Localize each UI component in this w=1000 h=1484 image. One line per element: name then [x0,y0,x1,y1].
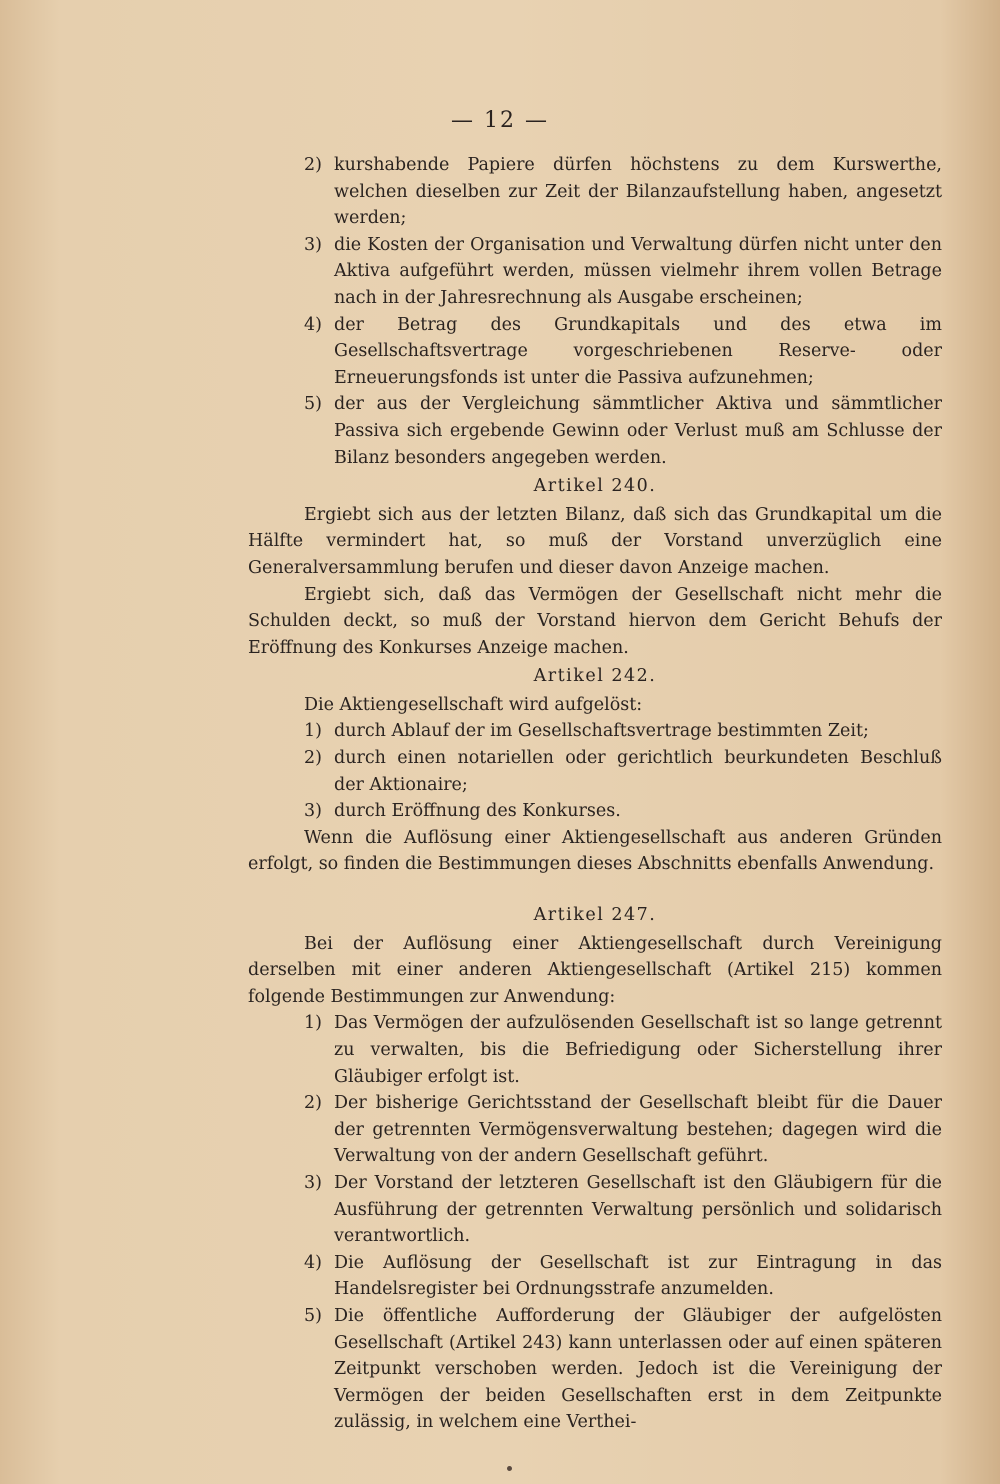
article-heading-242: Artikel 242. [533,666,657,687]
paragraph: Ergiebt sich aus der letzten Bilanz, daß sich das Grundkapital um die Hälfte vermindert hat, so muß der Vorstand unverzüglich eine Generalversammlung berufen und dieser davon Anzeige machen. [248,504,942,578]
list-item: 3) Der Vorstand der letzteren Gesellschaft ist den Gläubigern für die Ausführung der getrennten Verwaltung persönlich und solidarisch verantwortlich. [304,1172,942,1247]
list-item: 4) Die Auflösung der Gesellschaft ist zur Eintragung in das Handelsregister bei Ordnungsstrafe anzumelden. [304,1252,942,1300]
list-item: 1) durch Ablauf der im Gesellschaftsvertrage bestimmten Zeit; [304,721,869,742]
list-item: 3) durch Eröffnung des Konkurses. [304,801,621,822]
article-heading-247: Artikel 247. [533,905,657,926]
paragraph: Wenn die Auflösung einer Aktiengesellschaft aus anderen Gründen erfolgt, so finden die Bestimmungen dieses Abschnitts ebenfalls Anwendung. [248,827,942,875]
list-item: 2) Der bisherige Gerichtsstand der Gesellschaft bleibt für die Dauer der getrennten Vermögensverwaltung bestehen; dagegen wird die Verwaltung von der andern Gesellschaft geführt. [304,1093,942,1167]
page-text [248,152,942,1436]
ink-spot [507,1466,512,1471]
list-item: 2) kurshabende Papiere dürfen höchstens zu dem Kurswerthe, welchen dieselben zur Zeit der Bilanzaufstellung haben, angesetzt werden; [304,155,942,229]
paragraph: Bei der Auflösung einer Aktiengesellschaft durch Vereinigung derselben mit einer anderen Aktiengesellschaft (Artikel 215) kommen folgende Bestimmungen zur Anwendung: [248,933,942,1007]
article-heading-240: Artikel 240. [533,476,657,497]
paragraph: Ergiebt sich, daß das Vermögen der Gesellschaft nicht mehr die Schulden deckt, so muß der Vorstand hiervon dem Gericht Behufs der Eröffnung des Konkurses Anzeige machen. [248,584,942,658]
section-gap [248,878,942,900]
list-item: 5) Die öffentliche Aufforderung der Gläubiger der aufgelösten Gesellschaft (Artikel 243) kann unterlassen oder auf einen späteren Zeitpunkt verschoben werden. Jedoch ist die Vereinigung der Vermögen der beiden Gesellschaften erst in dem Zeitpunkte zulässig, in welchem eine Verthei- [304,1305,942,1433]
paragraph: Die Aktiengesellschaft wird aufgelöst: [304,694,643,715]
list-item: 3) die Kosten der Organisation und Verwaltung dürfen nicht unter den Aktiva aufgeführt werden, müssen vielmehr ihrem vollen Betrage nach in der Jahresrechnung als Ausgabe erscheinen; [304,234,942,308]
list-item: 5) der aus der Vergleichung sämmtlicher Aktiva und sämmtlicher Passiva sich ergebende Gewinn oder Verlust muß am Schlusse der Bilanz besonders angegeben werden. [304,394,942,468]
list-item: 1) Das Vermögen der aufzulösenden Gesellschaft ist so lange getrennt zu verwalten, bis die Befriedigung oder Sicherstellung ihrer Gläubiger erfolgt ist. [304,1013,942,1087]
list-item: 2) durch einen notariellen oder gerichtlich beurkundeten Beschluß der Aktionaire; [304,748,942,795]
page-number: — 12 — [451,108,549,133]
list-item: 4) der Betrag des Grundkapitals und des etwa im Gesellschaftsvertrage vorgeschriebenen Reserve- oder Erneuerungsfonds ist unter die Passiva aufzunehmen; [304,314,942,388]
